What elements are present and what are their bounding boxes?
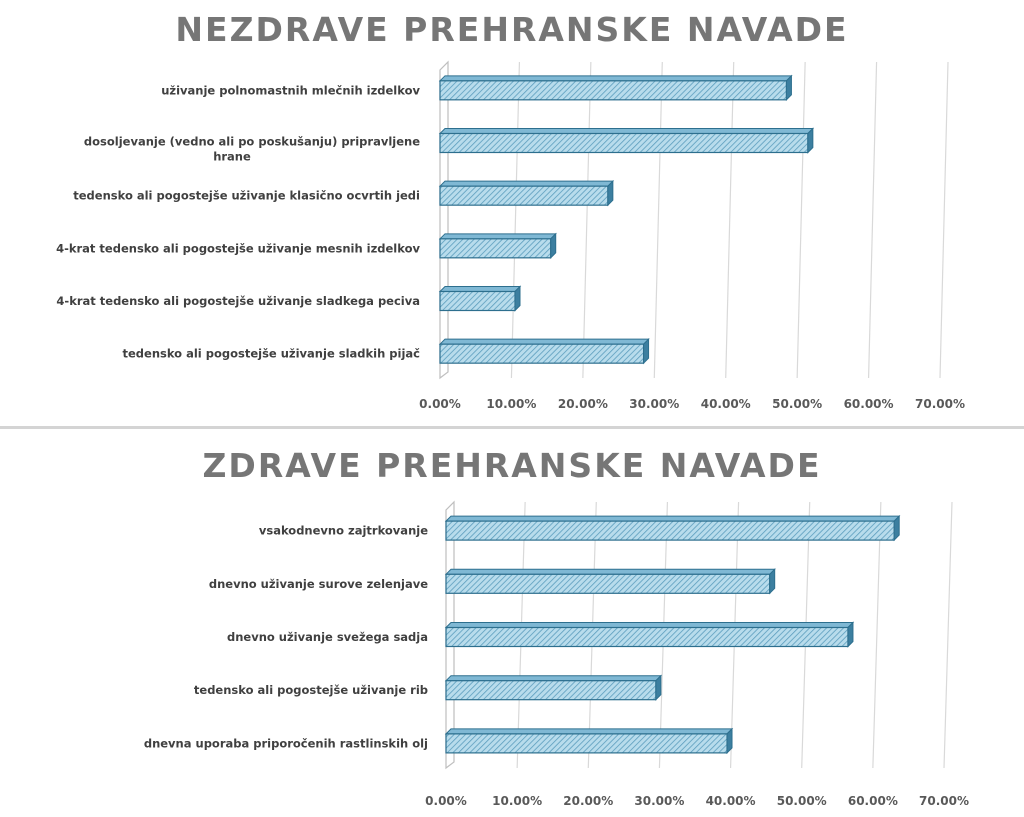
bar — [440, 76, 791, 100]
category-label: dnevna uporaba priporočenih rastlinskih olj — [143, 736, 428, 751]
bar — [446, 516, 899, 540]
x-tick-label: 0.00% — [425, 794, 467, 808]
x-tick-label: 0.00% — [419, 397, 461, 411]
bar — [440, 129, 813, 153]
bar — [440, 287, 520, 311]
category-label: tedensko ali pogostejše uživanje klasično ocvrtih jedi — [73, 188, 420, 203]
category-label: hrane — [213, 149, 251, 164]
category-label: 4-krat tedensko ali pogostejše uživanje sladkega peciva — [56, 294, 420, 308]
gridline — [869, 62, 877, 378]
axis-wall — [440, 62, 448, 378]
gridline — [726, 62, 734, 378]
bar — [446, 729, 732, 753]
x-tick-label: 60.00% — [843, 397, 894, 411]
chart-title: NEZDRAVE PREHRANSKE NAVADE — [175, 10, 849, 49]
category-label: 4-krat tedensko ali pogostejše uživanje mesnih izdelkov — [56, 241, 420, 256]
x-tick-label: 30.00% — [634, 794, 685, 808]
bar — [440, 339, 649, 363]
gridline — [583, 62, 591, 378]
x-tick-label: 10.00% — [486, 397, 537, 411]
bar — [440, 181, 613, 205]
gridline — [873, 502, 881, 768]
bar — [446, 676, 661, 700]
chart-healthy-habits — [0, 430, 1024, 817]
x-tick-label: 70.00% — [915, 397, 965, 411]
bar — [446, 569, 775, 593]
category-label: dnevno uživanje surove zelenjave — [208, 576, 428, 591]
chart-title: ZDRAVE PREHRANSKE NAVADE — [202, 446, 822, 485]
category-label: tedensko ali pogostejše uživanje rib — [193, 683, 428, 698]
gridline — [797, 62, 805, 378]
bar-chart — [0, 430, 1024, 817]
x-tick-label: 30.00% — [629, 397, 680, 411]
x-tick-label: 20.00% — [563, 794, 614, 808]
category-label: uživanje polnomastnih mlečnih izdelkov — [161, 83, 420, 98]
gridline — [944, 502, 952, 768]
category-label: vsakodnevno zajtrkovanje — [258, 523, 428, 538]
bar — [446, 623, 853, 647]
x-tick-label: 40.00% — [700, 397, 751, 411]
panel-divider — [0, 426, 1024, 429]
category-label: dosoljevanje (vedno ali po poskušanju) pripravljene — [83, 134, 420, 149]
gridline — [654, 62, 662, 378]
x-tick-label: 50.00% — [776, 794, 827, 808]
bar — [440, 234, 556, 258]
x-tick-label: 10.00% — [492, 794, 543, 808]
x-tick-label: 50.00% — [772, 397, 823, 411]
category-label: tedensko ali pogostejše uživanje sladkih pijač — [122, 346, 420, 361]
x-tick-label: 20.00% — [557, 397, 608, 411]
x-tick-label: 40.00% — [705, 794, 756, 808]
x-tick-label: 70.00% — [919, 794, 969, 808]
gridline — [511, 62, 519, 378]
gridline — [940, 62, 948, 378]
x-tick-label: 60.00% — [847, 794, 898, 808]
category-label: dnevno uživanje svežega sadja — [227, 630, 428, 644]
